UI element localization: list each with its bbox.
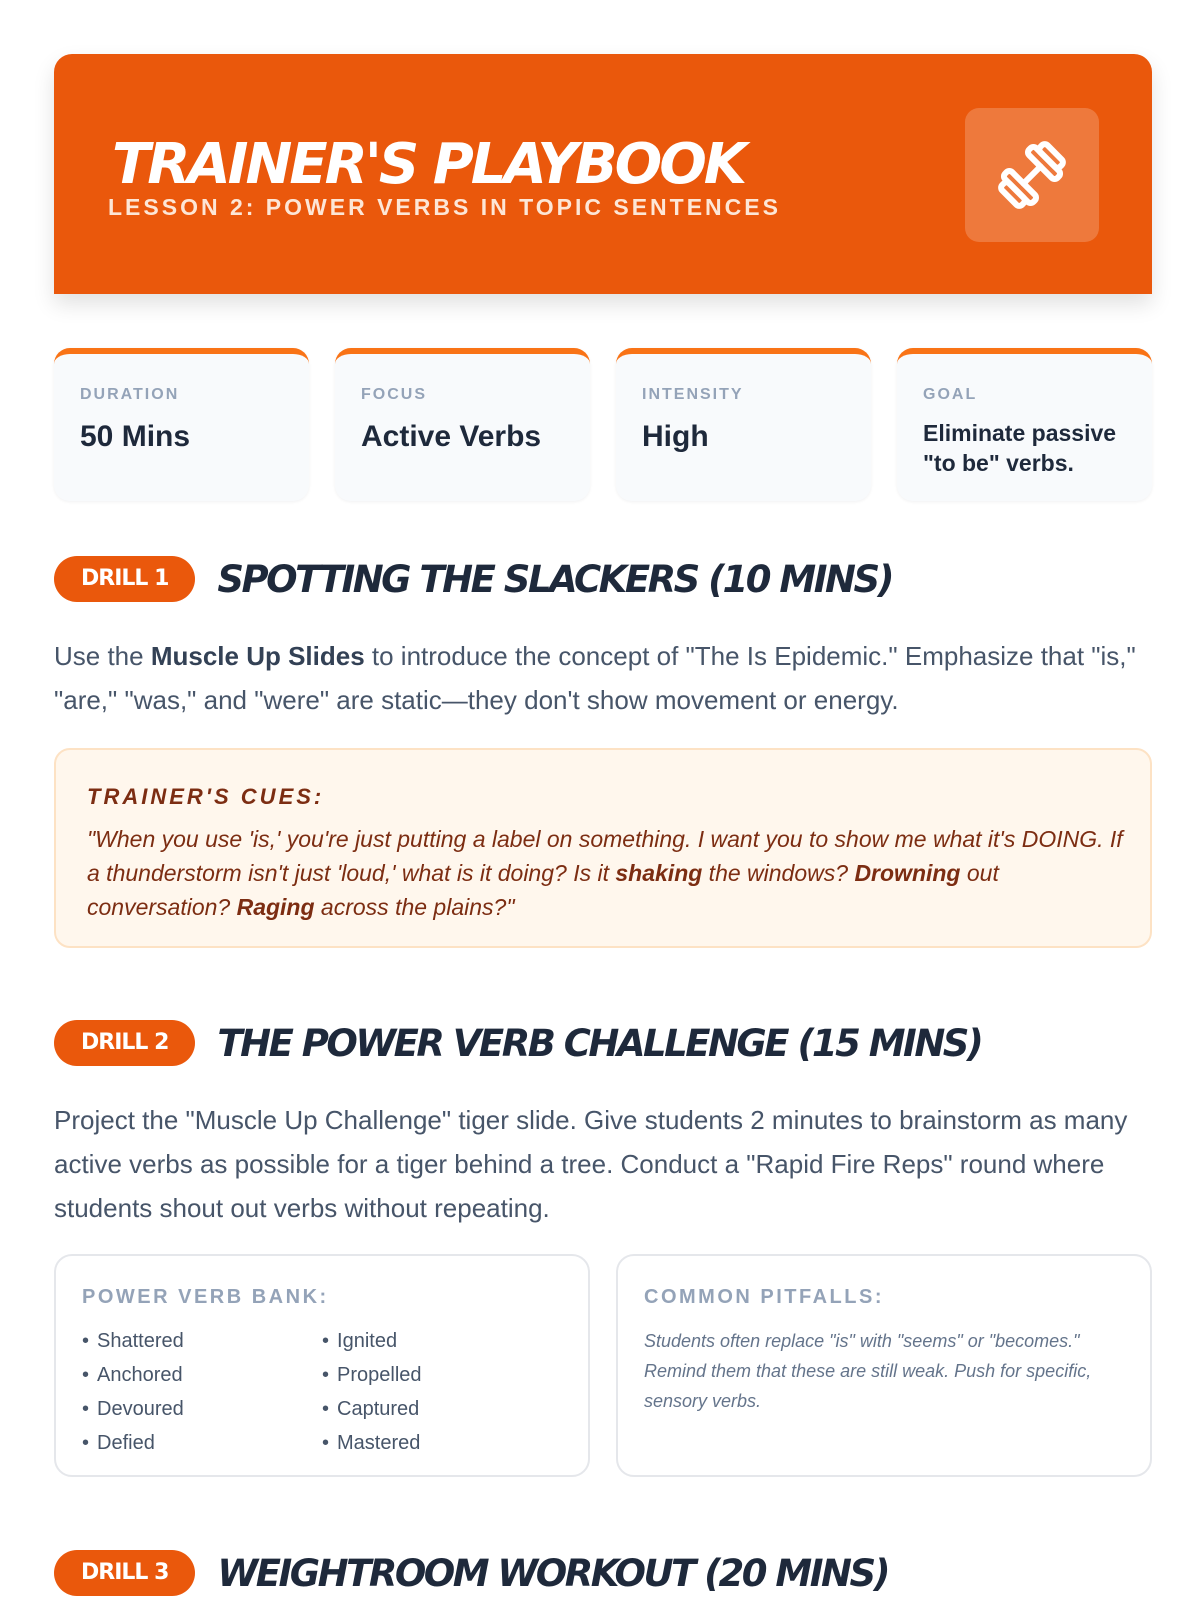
verb-item: • Mastered (322, 1426, 562, 1460)
stat-value: 50 Mins (80, 420, 191, 453)
cue-emphasis: Raging (236, 894, 315, 920)
drill-1-text: to introduce the concept of "The Is Epidemic." Emphasize that "is," "are," "was," and "were" are static—they don't show movement or energy. (54, 641, 1136, 715)
cue-emphasis: shaking (615, 860, 703, 886)
trainer-cues-text (87, 822, 1127, 924)
stat-label: DURATION (80, 386, 180, 403)
drill-2-pill: DRILL 2 (54, 1020, 195, 1066)
verb-item: • Captured (322, 1392, 562, 1426)
cue-text: out conversation? (87, 860, 999, 920)
drill-1-emphasis: Muscle Up Slides (150, 641, 365, 671)
verb-bank-label: POWER VERB BANK: (82, 1286, 329, 1308)
header-banner (54, 54, 1152, 294)
page-subtitle: LESSON 2: POWER VERBS IN TOPIC SENTENCES (108, 194, 781, 220)
page-title: TRAINER'S PLAYBOOK (112, 132, 745, 197)
stat-label: FOCUS (361, 386, 427, 403)
verb-item: • Shattered (82, 1324, 322, 1358)
drill-1-title: SPOTTING THE SLACKERS (10 MINS) (217, 557, 893, 601)
trainer-cues-label: TRAINER'S CUES: (87, 784, 325, 809)
verb-item: • Defied (82, 1426, 322, 1460)
dumbbell-badge (965, 108, 1099, 242)
power-verb-bank (54, 1254, 590, 1477)
drill-3-title: WEIGHTROOM WORKOUT (20 MINS) (217, 1551, 889, 1595)
pitfalls-label: COMMON PITFALLS: (644, 1286, 884, 1308)
drill-1-text: Use the (54, 641, 151, 671)
drill-3-pill: DRILL 3 (54, 1550, 195, 1596)
verb-list (82, 1324, 562, 1460)
cue-text: across the plains?" (314, 894, 515, 920)
verb-item: • Anchored (82, 1358, 322, 1392)
stat-card-goal (897, 348, 1152, 501)
stat-card-intensity (616, 348, 871, 501)
stat-value: High (642, 420, 709, 453)
drill-1-pill: DRILL 1 (54, 556, 195, 602)
verb-item: • Ignited (322, 1324, 562, 1358)
verb-item: • Devoured (82, 1392, 322, 1426)
cue-text: the windows? (702, 860, 855, 886)
drill-1-heading (54, 554, 892, 604)
stat-label: INTENSITY (642, 386, 744, 403)
common-pitfalls (616, 1254, 1152, 1477)
dumbbell-icon (992, 135, 1072, 215)
drill-2-title: THE POWER VERB CHALLENGE (15 MINS) (217, 1021, 982, 1065)
drill-2-heading (54, 1018, 981, 1068)
cue-emphasis: Drowning (854, 860, 961, 886)
drill-1-description (54, 634, 1152, 722)
drill-3-heading (54, 1548, 888, 1598)
stat-card-duration (54, 348, 309, 501)
stat-value: Eliminate passive "to be" verbs. (923, 420, 1117, 476)
pitfalls-text: Students often replace "is" with "seems" or "becomes." Remind them that these are still weak. Push for specific, sensory verbs. (644, 1331, 1092, 1411)
stat-value: Active Verbs (361, 420, 542, 453)
stat-label: GOAL (923, 386, 978, 403)
cue-text: "When you use 'is,' you're just putting a label on something. I want you to show me what it's DOING. If a thunderstorm isn't just 'loud,' what is it doing? Is it (87, 826, 1123, 886)
drill-2-description: Project the "Muscle Up Challenge" tiger slide. Give students 2 minutes to brainstorm as many active verbs as possible for a tiger behind a tree. Conduct a "Rapid Fire Reps" round where students shout out verbs without repeating. (54, 1105, 1128, 1223)
verb-item: • Propelled (322, 1358, 562, 1392)
trainer-cues-box (54, 748, 1152, 948)
stat-card-focus (335, 348, 590, 501)
